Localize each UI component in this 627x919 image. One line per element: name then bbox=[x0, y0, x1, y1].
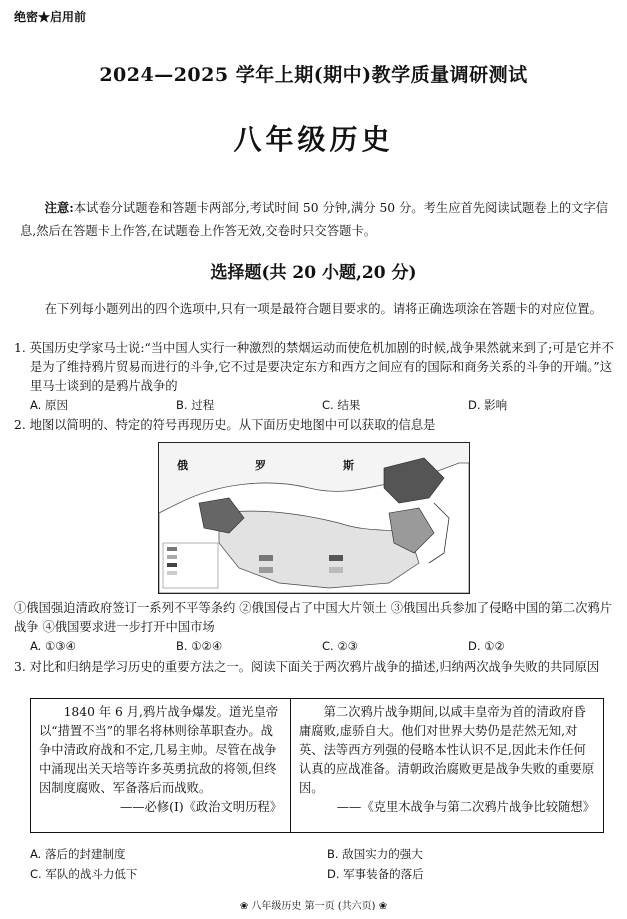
option-d: D. ①② bbox=[468, 639, 505, 653]
question-3-stem-text: 3. 对比和归纳是学习历史的重要方法之一。阅读下面关于两次鸦片战争的描述,归纳两次战争失败的共同原因 bbox=[14, 660, 600, 674]
cell-right-text: 第二次鸦片战争期间,以咸丰皇帝为首的清政府昏庸腐败,虚骄自大。他们对世界大势仍是茫然无知,对英、法等西方列强的侵略本性认识不足,因此未作任何认真的应战准备。清朝政治腐败更是战争失败的重要原因。 bbox=[299, 705, 595, 795]
question-2-stem: 2. 地图以简明的、特定的符号再现历史。从下面历史地图中可以获取的信息是 bbox=[14, 418, 436, 432]
section-title: 选择题(共 20 小题,20 分) bbox=[210, 263, 417, 283]
option-c: C. 军队的战斗力低下 bbox=[30, 867, 138, 881]
notice-text: 本试卷分试题卷和答题卡两部分,考试时间 50 分钟,满分 50 分。考生应首先阅读试题卷上的文字信息,然后在答题卡上作答,在试题卷上作答无效,交卷时只交答题卡。 bbox=[20, 201, 609, 238]
map-label-3: 斯 bbox=[343, 459, 354, 472]
option-a: A. 落后的封建制度 bbox=[30, 847, 126, 861]
map-label-2: 罗 bbox=[255, 459, 266, 472]
question-1-stem: 1. 英国历史学家马士说:“当中国人实行一种激烈的禁烟运动而使危机加剧的时候,战争果然就来到了;可是它并不是为了维持鸦片贸易而进行的斗争,它不过是要决定东方和西方之间应有的国际和商务关系的斗争的开端。”这里马士谈到的是鸦片战争的 bbox=[14, 341, 614, 393]
confidential-mark: 绝密★启用前 bbox=[14, 10, 87, 24]
option-c: C. ②③ bbox=[322, 639, 358, 653]
option-d: D. 军事装备的落后 bbox=[327, 867, 424, 881]
option-c: C. 结果 bbox=[322, 398, 361, 412]
history-map bbox=[158, 442, 470, 594]
subject-title: 八年级历史 bbox=[233, 123, 394, 156]
table-cell-right bbox=[291, 699, 603, 832]
cell-right-source: ——《克里木战争与第二次鸦片战争比较随想》 bbox=[336, 800, 595, 814]
question-3-stem bbox=[14, 658, 614, 677]
question-2-statements bbox=[14, 599, 614, 656]
option-d: D. 影响 bbox=[468, 398, 508, 412]
comparison-table bbox=[30, 698, 604, 833]
cell-left-text: 1840 年 6 月,鸦片战争爆发。道光皇帝以“措置不当”的罪名将林则徐革职查办。战争中清政府战和不定,几易主帅。尽管在战争中涌现出关天培等许多英勇抗敌的将领,但终因制度腐败、军备落后而战败。 bbox=[39, 705, 279, 795]
option-b: B. ①②④ bbox=[176, 639, 223, 653]
option-a: A. 原因 bbox=[30, 398, 68, 412]
question-3-options bbox=[30, 846, 602, 882]
cell-left-source: ——必修(Ⅰ)《政治文明历程》 bbox=[119, 800, 282, 814]
question-1 bbox=[14, 339, 614, 415]
option-b: B. 敌国实力的强大 bbox=[327, 847, 423, 861]
table-cell-left bbox=[31, 699, 291, 832]
section-instruction: 在下列每小题列出的四个选项中,只有一项是最符合题目要求的。请将正确选项涂在答题卡的对应位置。 bbox=[44, 302, 602, 316]
page-footer: ❀ 八年级历史 第一页 (共六页) ❀ bbox=[239, 901, 388, 912]
option-b: B. 过程 bbox=[176, 398, 215, 412]
question-2-options bbox=[14, 637, 614, 656]
map-label-1: 俄 bbox=[177, 459, 188, 472]
statements-text: ①俄国强迫清政府签订一系列不平等条约 ②俄国侵占了中国大片领土 ③俄国出兵参加了侵略中国的第二次鸦片战争 ④俄国要求进一步打开中国市场 bbox=[14, 601, 613, 634]
option-a: A. ①③④ bbox=[30, 639, 76, 653]
notice-label: 注意: bbox=[44, 200, 74, 215]
exam-title: 2024—2025 学年上期(期中)教学质量调研测试 bbox=[99, 64, 528, 86]
map-drawing bbox=[159, 443, 469, 593]
exam-notice bbox=[20, 196, 610, 243]
question-1-options bbox=[14, 396, 614, 415]
